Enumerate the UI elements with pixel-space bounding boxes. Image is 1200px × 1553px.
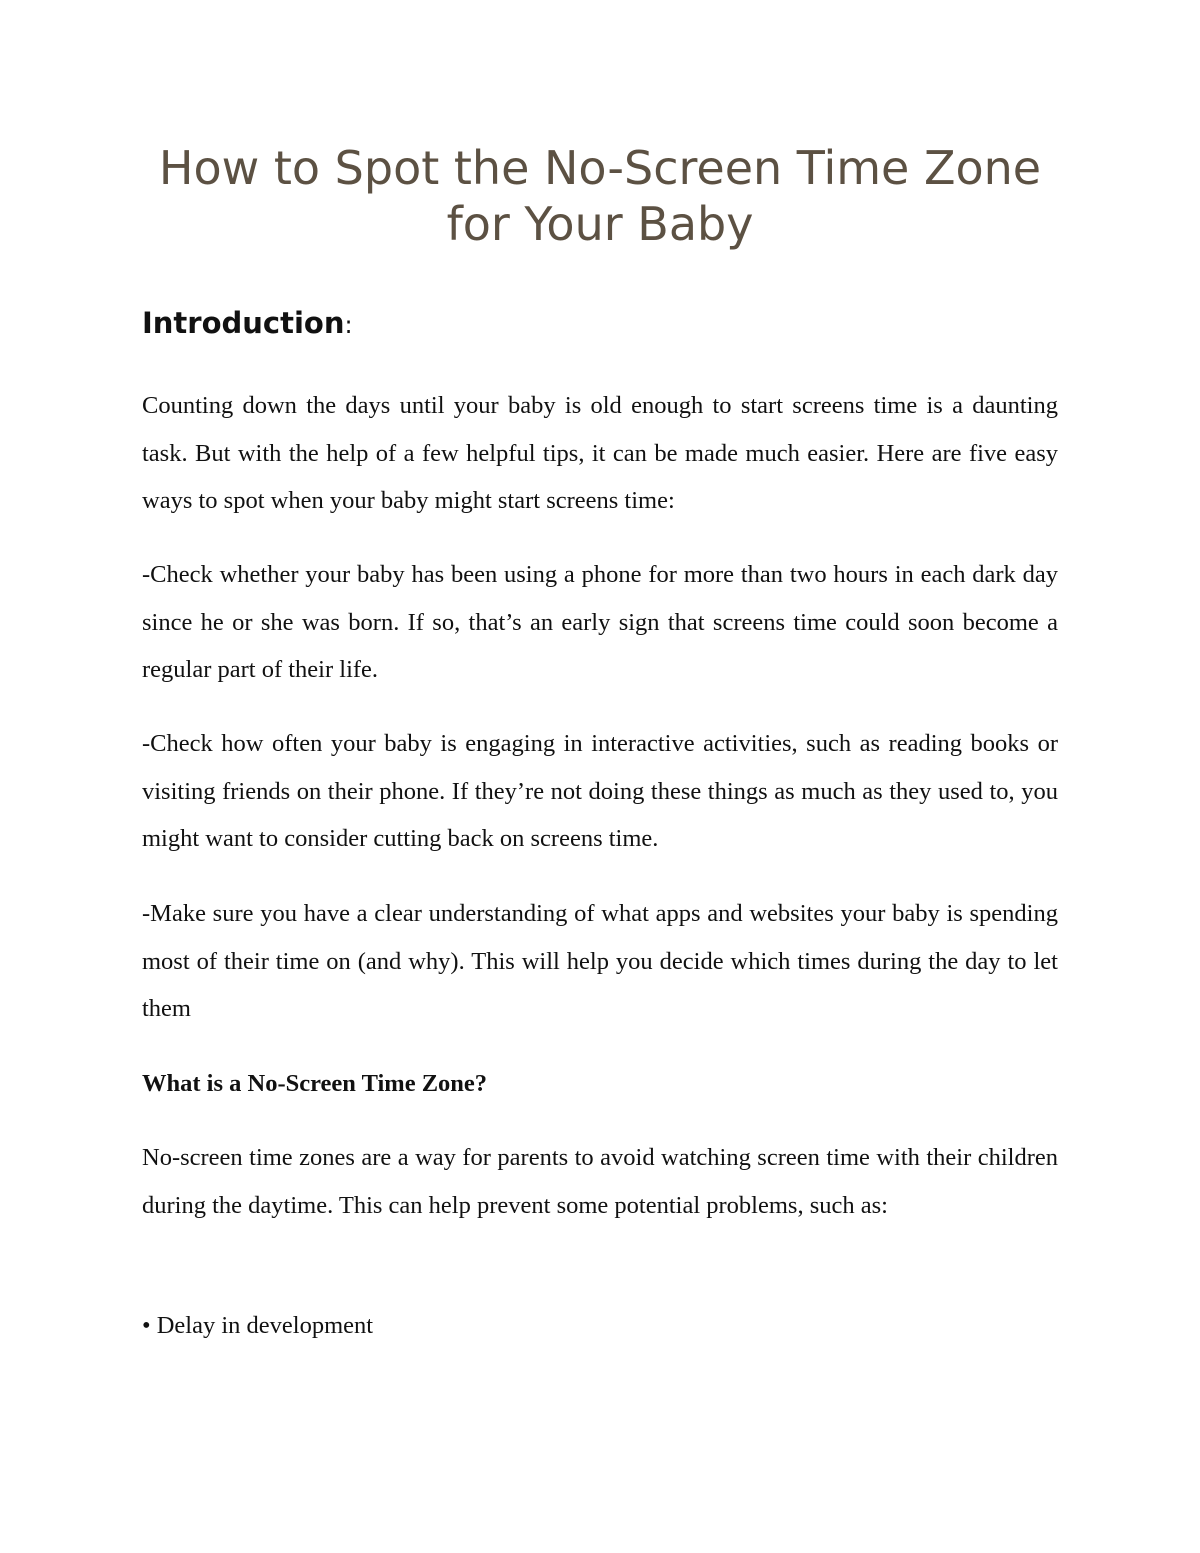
title-line-1: How to Spot the No-Screen Time Zone [158, 141, 1042, 195]
introduction-heading-text: Introduction [142, 306, 345, 340]
tip-paragraph-3: -Make sure you have a clear understanding of what apps and websites your baby is spending most of their time on (and why). This will help you decide which times during the day to let them [142, 900, 1058, 1022]
document-title [120, 140, 1080, 252]
introduction-heading [142, 303, 353, 345]
title-line-2: for Your Baby [446, 197, 754, 251]
section-heading-no-screen-zone: What is a No-Screen Time Zone? [142, 1070, 488, 1097]
no-screen-zone-paragraph: No-screen time zones are a way for parents to avoid watching screen time with their children during the daytime. This can help prevent some potential problems, such as: [142, 1144, 1058, 1219]
tip-paragraph-1: -Check whether your baby has been using a phone for more than two hours in each dark day since he or she was born. If so, that’s an early sign that screens time could soon become a regular part of their life. [142, 561, 1058, 683]
bullet-item: • Delay in development [142, 1312, 374, 1339]
intro-paragraph: Counting down the days until your baby is old enough to start screens time is a daunting task. But with the help of a few helpful tips, it can be made much easier. Here are five easy ways to spot when your baby might start screens time: [142, 392, 1058, 514]
introduction-heading-colon: : [344, 311, 353, 339]
tip-paragraph-2: -Check how often your baby is engaging in interactive activities, such as reading books or visiting friends on their phone. If they’re not doing these things as much as they used to, you might want to consider cutting back on screens time. [142, 730, 1058, 852]
